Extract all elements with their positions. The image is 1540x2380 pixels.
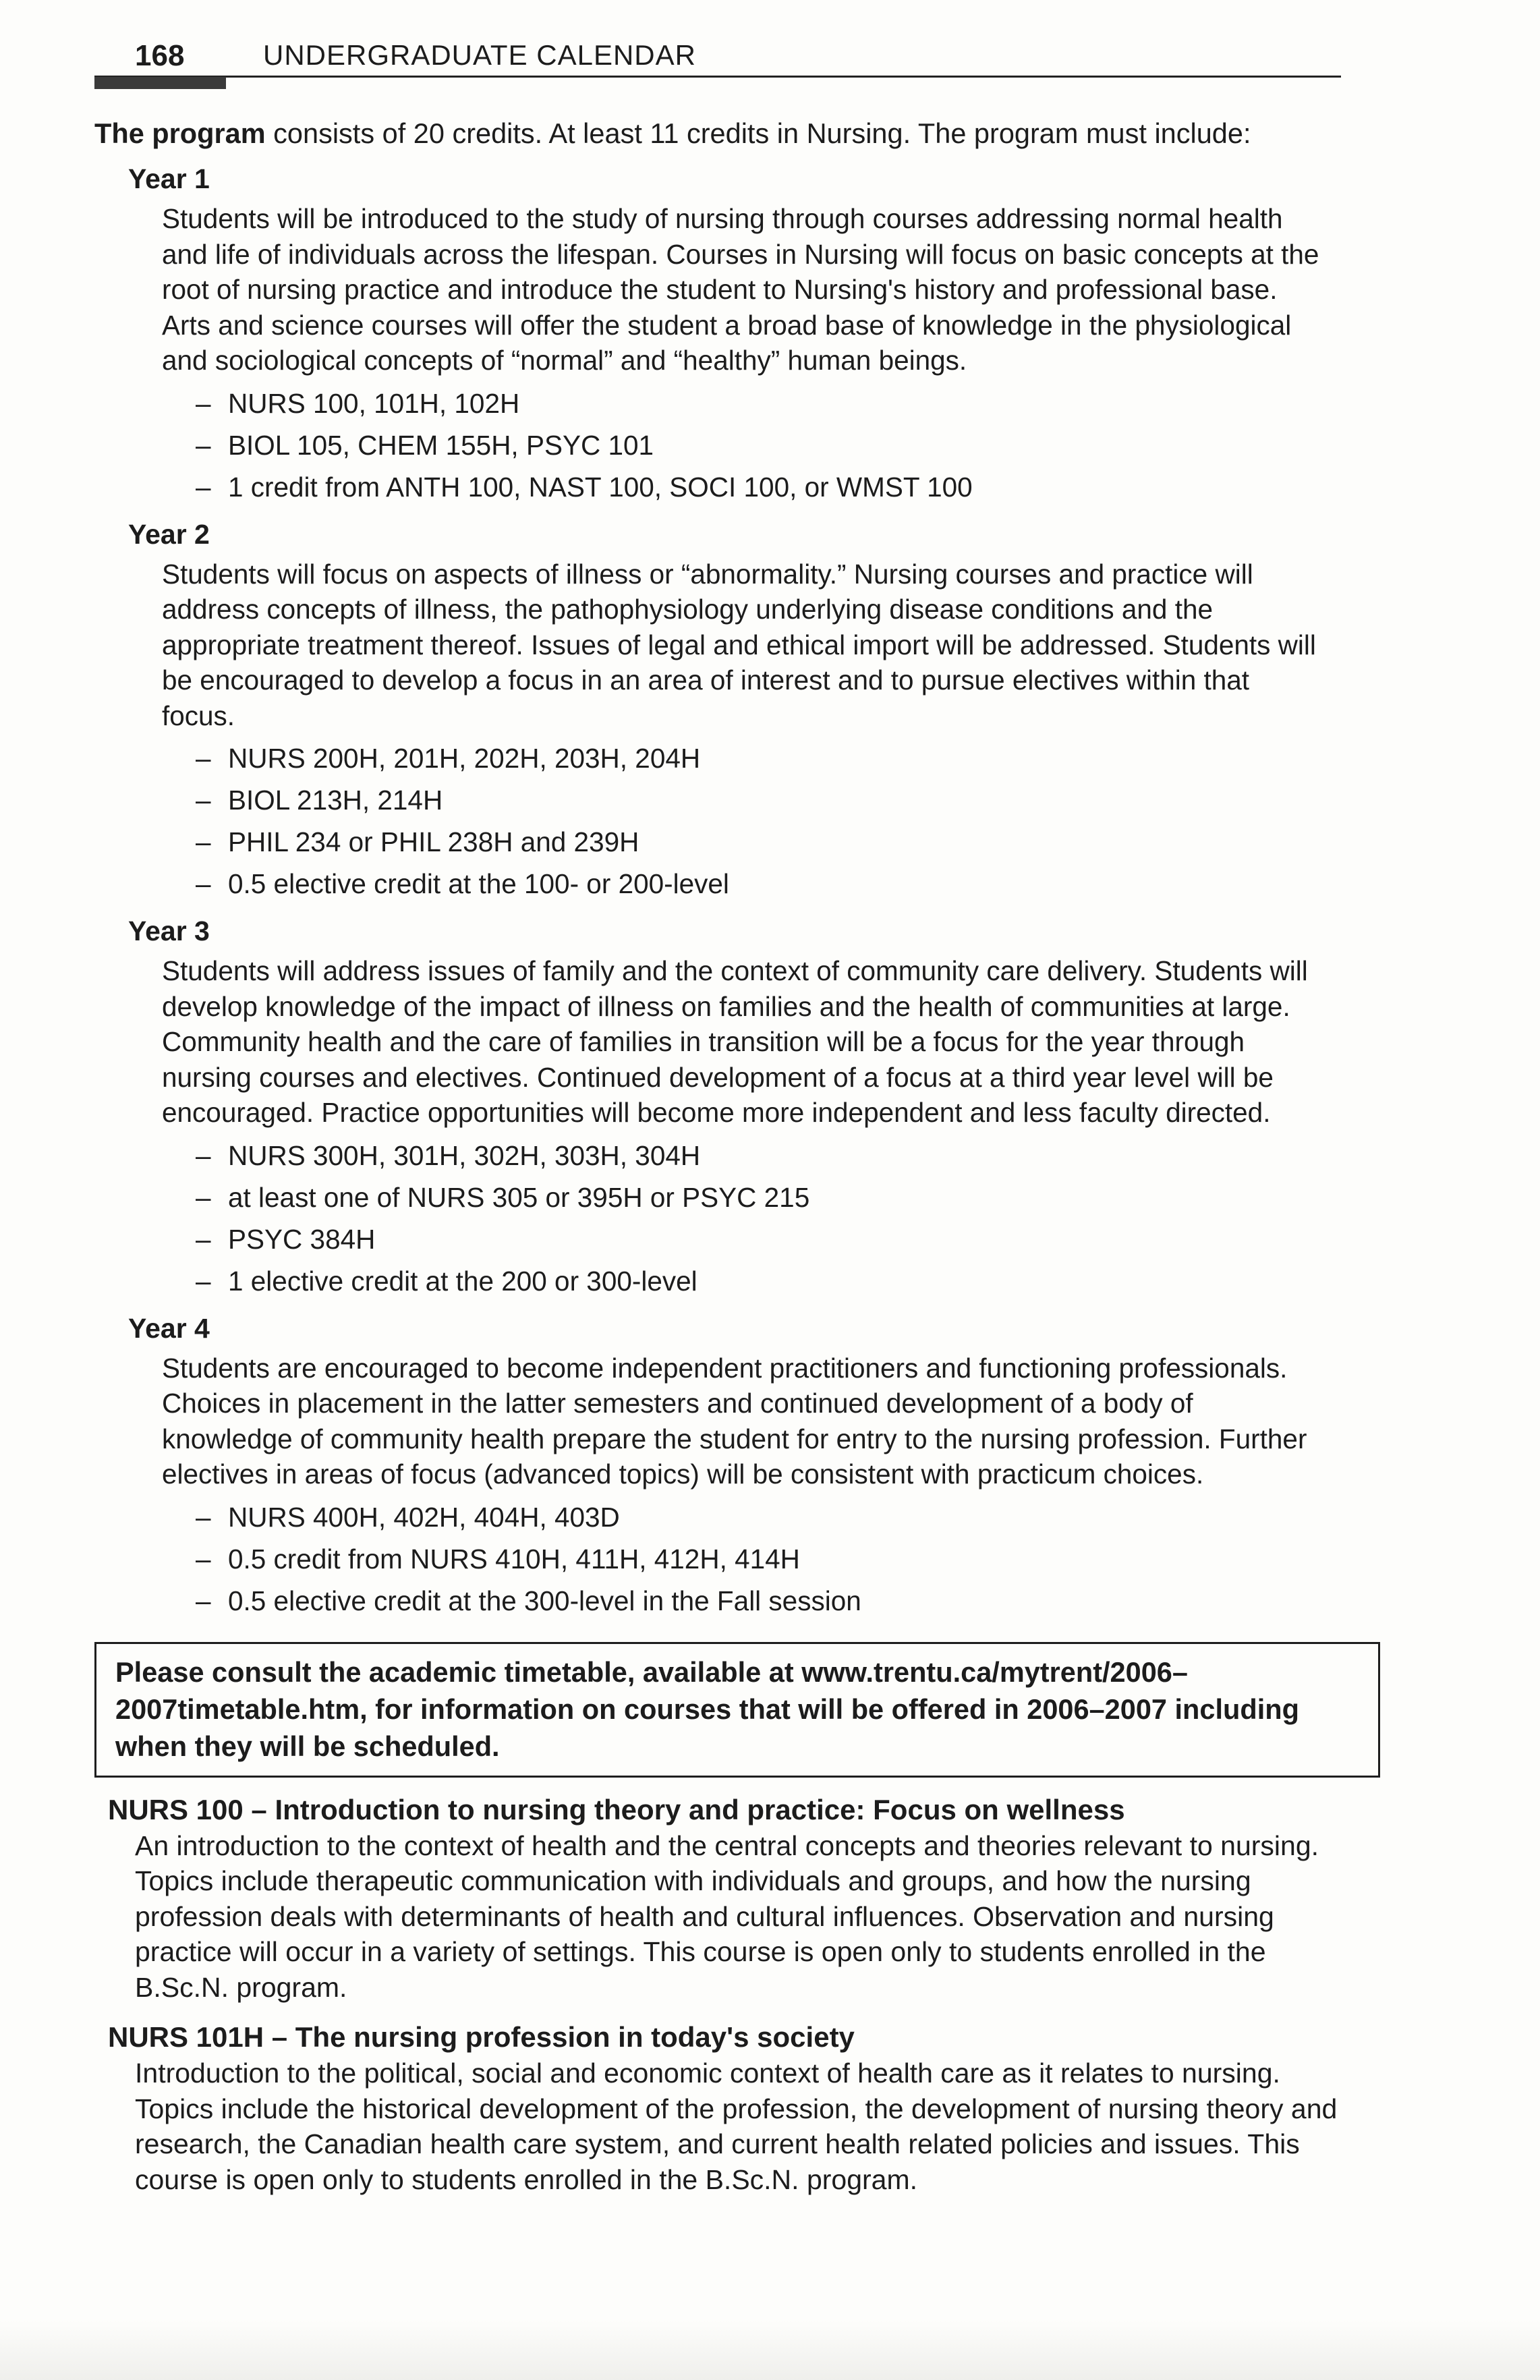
- course-title: NURS 100 – Introduction to nursing theory and practice: Focus on wellness: [108, 1793, 1125, 1825]
- header-bar: [94, 77, 226, 89]
- year-section: [94, 159, 1342, 508]
- requirement-item: – NURS 100, 101H, 102H: [196, 382, 1342, 424]
- year-heading: Year 3: [128, 915, 210, 946]
- page-content: [94, 115, 1342, 2197]
- header-rule: [94, 76, 1341, 78]
- course-description: An introduction to the context of health and the central concepts and theories relevant to nursing. Topics include therapeutic communication with individuals and groups, and how the nursing profession deals with determinants of health and cultural influences. Observation and nursing practice will occur in a variety of settings. This course is open only to students enrolled in the B.Sc.N. program.: [135, 1830, 1319, 2003]
- year-description: Students are encouraged to become independent practitioners and functioning professionals. Choices in placement in the latter semesters and continued development of a body of knowledge of community health prepare the student for entry to the nursing profession. Further electives in areas of focus (advanced topics) will be consistent with practicum choices.: [162, 1352, 1307, 1490]
- program-intro: [94, 115, 1342, 152]
- course-entry: [108, 1791, 1342, 2006]
- requirement-item: – BIOL 105, CHEM 155H, PSYC 101: [196, 424, 1342, 466]
- requirement-list: [196, 1496, 1342, 1622]
- requirement-item: – 1 credit from ANTH 100, NAST 100, SOCI 100, or WMST 100: [196, 466, 1342, 508]
- requirement-item: – 1 elective credit at the 200 or 300-level: [196, 1260, 1342, 1302]
- requirement-list: [196, 1135, 1342, 1302]
- year-heading: Year 1: [128, 163, 210, 194]
- requirement-item: – NURS 400H, 402H, 404H, 403D: [196, 1496, 1342, 1538]
- program-lead: The program: [94, 117, 266, 149]
- year-description: Students will focus on aspects of illness or “abnormality.” Nursing courses and practice will address concepts of illness, the pathophysiology underlying disease conditions and the appropriate treatment thereof. Issues of legal and ethical import will be addressed. Students will be encouraged to develop a focus in an area of interest and to pursue electives within that focus.: [162, 558, 1316, 731]
- requirement-item: – at least one of NURS 305 or 395H or PSYC 215: [196, 1177, 1342, 1218]
- requirement-item: – NURS 300H, 301H, 302H, 303H, 304H: [196, 1135, 1342, 1177]
- requirement-item: – BIOL 213H, 214H: [196, 779, 1342, 821]
- year-section: [94, 911, 1342, 1302]
- course-title: NURS 101H – The nursing profession in today's society: [108, 2021, 855, 2053]
- year-section: [94, 515, 1342, 905]
- page-number: 168: [135, 39, 185, 72]
- page-header: [135, 39, 1342, 80]
- year-heading: Year 2: [128, 518, 210, 550]
- course-entry: [108, 2018, 1342, 2197]
- requirement-item: – NURS 200H, 201H, 202H, 203H, 204H: [196, 737, 1342, 779]
- requirement-item: – 0.5 elective credit at the 100- or 200-level: [196, 863, 1342, 905]
- scan-edge-shadow: [0, 2321, 1540, 2380]
- year-description: Students will be introduced to the study of nursing through courses addressing normal health and life of individuals across the lifespan. Courses in Nursing will focus on basic concepts at the root of nursing practice and introduce the student to Nursing's history and professional base. Arts and science courses will offer the student a broad base of knowledge in the physiological and sociological concepts of “normal” and “healthy” human beings.: [162, 203, 1319, 376]
- requirement-item: – 0.5 credit from NURS 410H, 411H, 412H, 414H: [196, 1538, 1342, 1580]
- program-text: consists of 20 credits. At least 11 credits in Nursing. The program must include:: [273, 117, 1251, 149]
- requirement-list: [196, 382, 1342, 508]
- year-heading: Year 4: [128, 1312, 210, 1344]
- running-head: UNDERGRADUATE CALENDAR: [263, 39, 696, 71]
- year-description: Students will address issues of family and the context of community care delivery. Students will develop knowledge of the impact of illness on families and the health of communities at large. Community health and the care of families in transition will be a focus for the year through nursing courses and electives. Continued development of a focus at a third year level will be encouraged. Practice opportunities will become more independent and less faculty directed.: [162, 955, 1308, 1128]
- course-description: Introduction to the political, social and economic context of health care as it relates to nursing. Topics include the historical development of the profession, the development of nursing theory and research, the Canadian health care system, and current health related policies and issues. This course is open only to students enrolled in the B.Sc.N. program.: [135, 2058, 1338, 2195]
- requirement-item: – PSYC 384H: [196, 1218, 1342, 1260]
- requirement-list: [196, 737, 1342, 905]
- year-section: [94, 1309, 1342, 1622]
- requirement-item: – PHIL 234 or PHIL 238H and 239H: [196, 821, 1342, 863]
- requirement-item: – 0.5 elective credit at the 300-level in the Fall session: [196, 1580, 1342, 1622]
- timetable-notice: Please consult the academic timetable, available at www.trentu.ca/mytrent/2006–2007timetable.htm, for information on courses that will be offered in 2006–2007 including when they will be scheduled.: [94, 1642, 1380, 1778]
